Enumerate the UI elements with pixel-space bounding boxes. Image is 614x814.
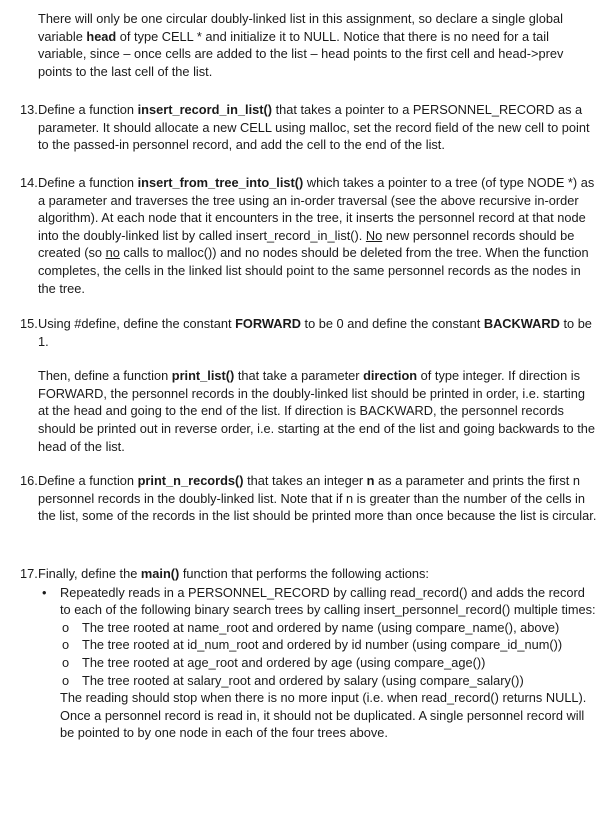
text: that takes an integer	[243, 473, 367, 488]
underlined-word: no	[105, 245, 120, 261]
text: to be 1.	[38, 316, 592, 349]
item-paragraph	[38, 472, 598, 525]
sub-item	[38, 672, 598, 690]
item-paragraph	[38, 315, 598, 350]
text: new personnel records should be created (so	[38, 227, 575, 261]
constant-name: FORWARD	[235, 316, 301, 331]
text: Define a function	[38, 473, 138, 488]
sub-item	[38, 636, 598, 654]
function-name: print_n_records()	[137, 473, 244, 488]
constant-name: BACKWARD	[483, 316, 560, 331]
text: which takes a pointer to a tree (of type NODE *) as a parameter and traverses the tree using an in-order traversal (see the above recursive in-order algorithm). At each node that it encounters in the tree, it inserts the personnel record at that node into the doubly-linked list by called insert_record_in_list().	[38, 175, 595, 243]
sub-item-text: The tree rooted at name_root and ordered by name (using compare_name(), above)	[82, 619, 560, 635]
function-name: main()	[140, 566, 180, 581]
text: of type integer. If direction is FORWARD, the personnel records in the doubly-linked list should be printed in order, i.e. starting at the head and going to the end of the list. If direction is BACKWARD, the personnel records should be printed out in reverse order, i.e. starting at the end of the list and going backwards to the head of the list.	[38, 368, 596, 454]
underlined-word: No	[365, 227, 383, 243]
intro-bold-head: head	[86, 28, 117, 44]
item-body	[38, 101, 598, 154]
item-body	[38, 472, 598, 525]
bullet-icon: •	[42, 584, 47, 600]
text: Define a function	[38, 102, 138, 117]
sub-item-text: The tree rooted at salary_root and ordered by salary (using compare_salary())	[82, 672, 524, 688]
circle-bullet-icon: o	[62, 672, 70, 688]
item-paragraph	[38, 174, 598, 297]
text: to be 0 and define the constant	[300, 316, 484, 331]
circle-bullet-icon: o	[62, 637, 70, 653]
function-name: insert_record_in_list()	[137, 102, 273, 117]
sub-item-text: The tree rooted at age_root and ordered by age (using compare_age())	[82, 654, 486, 670]
parameter-name: direction	[363, 368, 418, 384]
bullet-text: Repeatedly reads in a PERSONNEL_RECORD by calling read_record() and adds the record to each of the following binary search trees by calling insert_personnel_record() multiple times:	[60, 584, 596, 618]
intro-paragraph	[38, 10, 598, 80]
parameter-name: n	[366, 473, 375, 488]
circle-bullet-icon: o	[62, 619, 70, 635]
sub-item-text: The tree rooted at id_num_root and ordered by id number (using compare_id_num())	[82, 637, 563, 653]
item-body	[38, 565, 598, 742]
bullet-item	[38, 584, 598, 742]
item-number: 15.	[20, 316, 38, 331]
item-number: 17.	[20, 566, 38, 581]
text: function that performs the following actions:	[179, 566, 429, 581]
item-paragraph-2	[38, 367, 598, 455]
text: Using #define, define the constant	[38, 316, 236, 331]
item-paragraph	[38, 101, 598, 154]
text: that take a parameter	[234, 368, 364, 384]
item-number: 13.	[20, 102, 38, 117]
intro-text: There will only be one circular doubly-linked list in this assignment, so declare a single global variable	[38, 11, 563, 44]
item-body	[38, 174, 598, 297]
item-paragraph	[38, 565, 598, 583]
text: Finally, define the	[38, 566, 141, 581]
item-number: 16.	[20, 473, 38, 488]
circle-bullet-icon: o	[62, 654, 70, 670]
text: calls to malloc()) and no nodes should be deleted from the tree. When the function completes, the cells in the linked list should point to the same personnel records as the nodes in the tree.	[38, 245, 589, 296]
item-15	[20, 315, 598, 455]
item-16	[20, 472, 598, 525]
item-13	[20, 101, 598, 154]
intro-text-rest: of type CELL * and initialize it to NULL. Notice that there is no need for a tail variable, since – once cells are added to the list – head points to the first cell and head->prev points to the last cell of the list.	[38, 28, 564, 79]
item-number: 14.	[20, 175, 38, 190]
item-14	[20, 174, 598, 297]
sub-item	[38, 619, 598, 637]
item-body	[38, 315, 598, 455]
item-17	[20, 565, 598, 742]
function-name: insert_from_tree_into_list()	[137, 175, 304, 190]
text: that takes a pointer to a PERSONNEL_RECORD as a parameter. It should allocate a new CELL using malloc, set the record field of the new cell to point to the passed-in personnel record, and add the cell to the end of the list.	[38, 102, 590, 153]
sub-item	[38, 654, 598, 672]
text: as a parameter and prints the first n personnel records in the doubly-linked list. Note that if n is greater than the number of the cells in the list, some of the records in the list should be printed more than once because the list is circular.	[38, 473, 597, 524]
text: Then, define a function	[38, 368, 172, 384]
text: Define a function	[38, 175, 138, 190]
function-name: print_list()	[171, 368, 235, 384]
bullet-tail-text: The reading should stop when there is no more input (i.e. when read_record() returns NULL). Once a personnel record is read in, it should not be duplicated. A single personnel record will be pointed to by one node in each of the four trees above.	[60, 690, 587, 741]
